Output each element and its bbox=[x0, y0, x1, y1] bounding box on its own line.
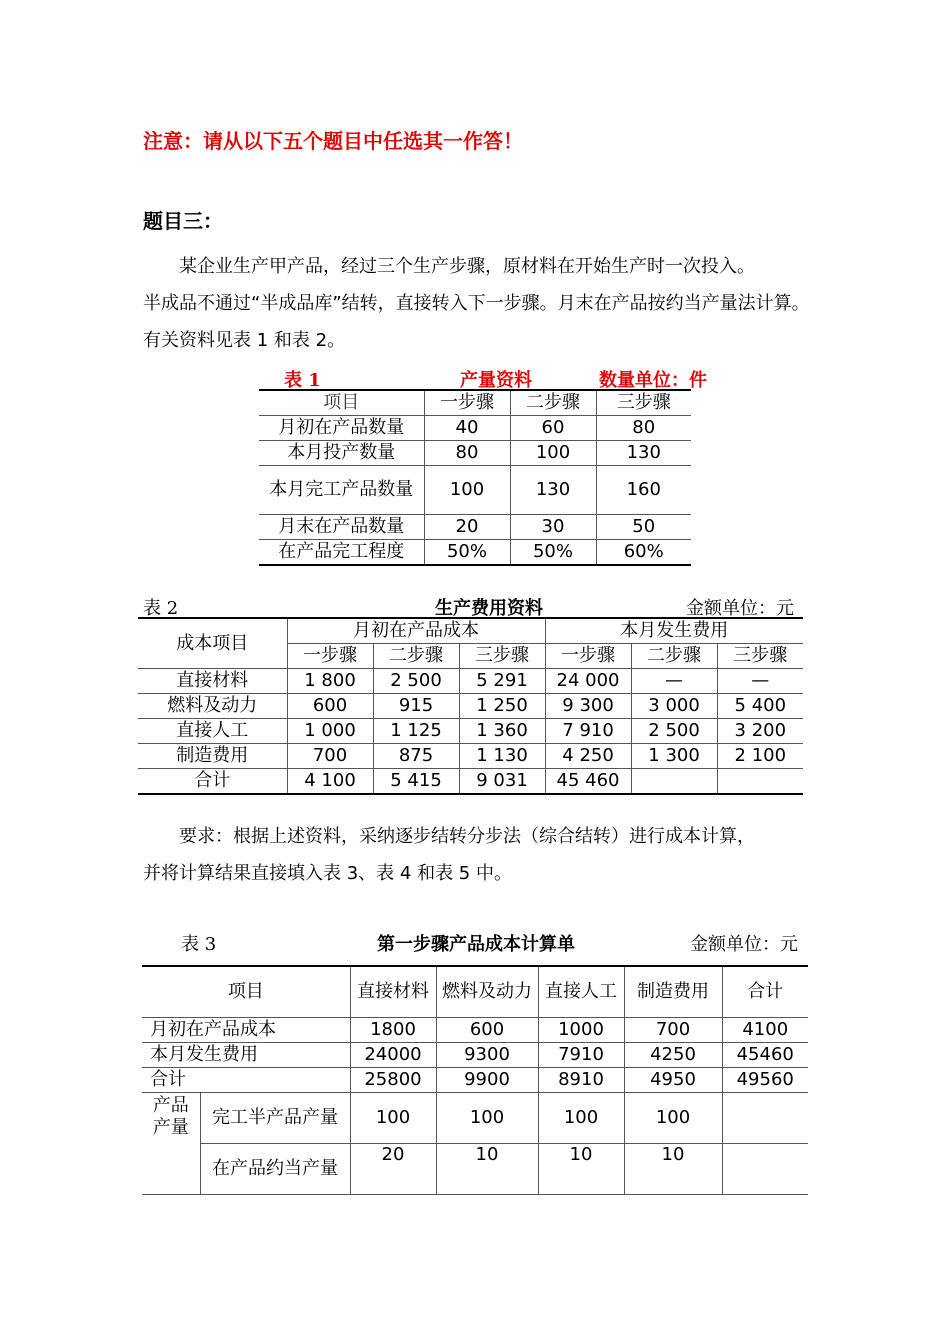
requirement-line: 并将计算结果直接填入表 3、表 4 和表 5 中。 bbox=[143, 863, 512, 884]
table-row bbox=[259, 540, 691, 566]
table-cell: 制造费用 bbox=[138, 744, 287, 769]
table-cell: 本月发生费用 bbox=[142, 1043, 350, 1068]
table-row bbox=[142, 1144, 808, 1195]
table-cell: 燃料及动力 bbox=[138, 694, 287, 719]
table-cell: 4100 bbox=[722, 1018, 808, 1043]
table-cell: 24000 bbox=[350, 1043, 436, 1068]
table-header: 一步骤 bbox=[545, 644, 631, 669]
table-header: 项目 bbox=[323, 392, 360, 413]
table-cell: 45 460 bbox=[545, 769, 631, 795]
table-cell: 4950 bbox=[624, 1068, 722, 1093]
table-row bbox=[259, 515, 691, 540]
table-cell: 8910 bbox=[538, 1068, 624, 1093]
table-cell: — bbox=[631, 669, 717, 694]
table-cell bbox=[717, 769, 803, 795]
table-cell: 9300 bbox=[436, 1043, 538, 1068]
table-cell: 4 100 bbox=[287, 769, 373, 795]
table-cell: 完工半产品产量 bbox=[200, 1093, 350, 1144]
table-group-header: 本月发生费用 bbox=[545, 618, 803, 644]
table-cell: 10 bbox=[538, 1144, 624, 1195]
notice: 注意：请从以下五个题目中任选其一作答！ bbox=[143, 129, 523, 153]
table-cell: 700 bbox=[624, 1018, 722, 1043]
table-cell: 直接人工 bbox=[138, 719, 287, 744]
table3-label: 表 3 bbox=[181, 934, 217, 955]
table-cell: 700 bbox=[287, 744, 373, 769]
table-row bbox=[138, 669, 803, 694]
production-quantity-table bbox=[259, 389, 691, 566]
table-cell: 100 bbox=[624, 1093, 722, 1144]
table-row bbox=[138, 694, 803, 719]
table-row bbox=[142, 1093, 808, 1144]
table-cell: 49560 bbox=[722, 1068, 808, 1093]
table-header: 二步骤 bbox=[631, 644, 717, 669]
table-cell: 130 bbox=[596, 441, 691, 466]
table-cell: 100 bbox=[424, 466, 510, 515]
table-cell: 40 bbox=[424, 416, 510, 441]
table-header: 三步骤 bbox=[459, 644, 545, 669]
table-cell: 3 000 bbox=[631, 694, 717, 719]
table-cell: 7 910 bbox=[545, 719, 631, 744]
table-cell: 9 300 bbox=[545, 694, 631, 719]
table-cell: 在产品约当产量 bbox=[200, 1144, 350, 1195]
table-cell: 4250 bbox=[624, 1043, 722, 1068]
table-cell bbox=[631, 769, 717, 795]
table1-label: 表 1 bbox=[284, 370, 321, 391]
table-cell: 1 130 bbox=[459, 744, 545, 769]
table-row bbox=[142, 1068, 808, 1093]
table-header: 一步骤 bbox=[424, 390, 510, 416]
table-header: 一步骤 bbox=[287, 644, 373, 669]
table-cell: 1 250 bbox=[459, 694, 545, 719]
table-cell: 1 800 bbox=[287, 669, 373, 694]
table-cell: 1 125 bbox=[373, 719, 459, 744]
requirement-line: 要求：根据上述资料，采纳逐步结转分步法（综合结转）进行成本计算， bbox=[179, 826, 755, 847]
table-cell: 100 bbox=[510, 441, 596, 466]
table-cell: 9900 bbox=[436, 1068, 538, 1093]
table-cell: 月初在产品成本 bbox=[142, 1018, 350, 1043]
table-cell: 1 000 bbox=[287, 719, 373, 744]
table-cell: 9 031 bbox=[459, 769, 545, 795]
table-cell: 2 500 bbox=[373, 669, 459, 694]
table-cell: 本月投产数量 bbox=[259, 441, 424, 466]
table3-title: 第一步骤产品成本计算单 bbox=[377, 934, 575, 955]
table-group-label: 产品产量 bbox=[142, 1093, 200, 1195]
intro-paragraph bbox=[143, 248, 813, 359]
table-cell: 25800 bbox=[350, 1068, 436, 1093]
table-group-header: 月初在产品成本 bbox=[287, 618, 545, 644]
table-cell: 20 bbox=[424, 515, 510, 540]
table-cell: 45460 bbox=[722, 1043, 808, 1068]
question-heading: 题目三： bbox=[143, 209, 223, 233]
table-cell: 60 bbox=[510, 416, 596, 441]
table-cell: 915 bbox=[373, 694, 459, 719]
table2-unit: 金额单位：元 bbox=[686, 598, 794, 619]
table-cell: 160 bbox=[596, 466, 691, 515]
table-cell: 10 bbox=[436, 1144, 538, 1195]
table-header: 三步骤 bbox=[717, 644, 803, 669]
table-cell bbox=[722, 1093, 808, 1144]
table-cell: 30 bbox=[510, 515, 596, 540]
step1-cost-table bbox=[142, 965, 808, 1195]
table-cell: — bbox=[717, 669, 803, 694]
table-row bbox=[138, 719, 803, 744]
table-header-row bbox=[138, 618, 803, 644]
table-row bbox=[259, 466, 691, 515]
table-header: 制造费用 bbox=[624, 966, 722, 1018]
table-cell: 24 000 bbox=[545, 669, 631, 694]
table-cell: 3 200 bbox=[717, 719, 803, 744]
table-cell: 月末在产品数量 bbox=[259, 515, 424, 540]
table3-unit: 金额单位：元 bbox=[690, 934, 798, 955]
production-cost-table bbox=[138, 617, 803, 795]
table-header: 三步骤 bbox=[596, 390, 691, 416]
table-cell: 2 100 bbox=[717, 744, 803, 769]
table-cell: 7910 bbox=[538, 1043, 624, 1068]
table-cell: 100 bbox=[350, 1093, 436, 1144]
table-cell: 5 400 bbox=[717, 694, 803, 719]
table-header: 项目 bbox=[227, 981, 264, 1002]
table-cell: 50% bbox=[510, 540, 596, 566]
table-cell: 600 bbox=[287, 694, 373, 719]
table-cell: 80 bbox=[596, 416, 691, 441]
table-cell: 875 bbox=[373, 744, 459, 769]
table-cell: 1800 bbox=[350, 1018, 436, 1043]
table-cell: 600 bbox=[436, 1018, 538, 1043]
table-cell: 1 360 bbox=[459, 719, 545, 744]
table-cell: 5 415 bbox=[373, 769, 459, 795]
table-cell: 4 250 bbox=[545, 744, 631, 769]
table-header: 燃料及动力 bbox=[436, 966, 538, 1018]
table-row bbox=[259, 416, 691, 441]
table-row bbox=[142, 1018, 808, 1043]
table-row bbox=[142, 1043, 808, 1068]
table-row bbox=[259, 441, 691, 466]
table-cell: 月初在产品数量 bbox=[259, 416, 424, 441]
table2-label: 表 2 bbox=[143, 598, 179, 619]
intro-line: 某企业生产甲产品，经过三个生产步骤，原材料在开始生产时一次投入。 bbox=[179, 256, 755, 277]
table-header-row bbox=[142, 966, 808, 1018]
table-cell: 1000 bbox=[538, 1018, 624, 1043]
table-cell: 50 bbox=[596, 515, 691, 540]
table-row bbox=[138, 744, 803, 769]
table-header: 成本项目 bbox=[176, 632, 249, 654]
table-cell: 本月完工产品数量 bbox=[259, 466, 424, 515]
table-header: 二步骤 bbox=[510, 390, 596, 416]
table-cell: 1 300 bbox=[631, 744, 717, 769]
table-cell: 10 bbox=[624, 1144, 722, 1195]
table-cell: 50% bbox=[424, 540, 510, 566]
table-cell: 合计 bbox=[138, 769, 287, 795]
intro-line: 半成品不通过“半成品库”结转，直接转入下一步骤。月末在产品按约当产量法计算。有关资料见表 1 和表 2。 bbox=[143, 293, 810, 351]
table-cell: 60% bbox=[596, 540, 691, 566]
table-header-row bbox=[259, 390, 691, 416]
table1-unit: 数量单位：件 bbox=[599, 370, 707, 391]
table-total-row bbox=[138, 769, 803, 795]
table-cell: 5 291 bbox=[459, 669, 545, 694]
table-header: 合计 bbox=[722, 966, 808, 1018]
table-header: 直接人工 bbox=[538, 966, 624, 1018]
table-cell: 在产品完工程度 bbox=[259, 540, 424, 566]
table-cell: 2 500 bbox=[631, 719, 717, 744]
table-cell: 130 bbox=[510, 466, 596, 515]
table-header: 直接材料 bbox=[350, 966, 436, 1018]
table-cell bbox=[722, 1144, 808, 1195]
table1-title: 产量资料 bbox=[460, 370, 532, 391]
table-header: 二步骤 bbox=[373, 644, 459, 669]
table-cell: 合计 bbox=[142, 1068, 350, 1093]
table2-title: 生产费用资料 bbox=[435, 598, 543, 619]
requirement-paragraph bbox=[143, 818, 813, 892]
table-cell: 100 bbox=[436, 1093, 538, 1144]
table-cell: 20 bbox=[350, 1144, 436, 1195]
table-cell: 80 bbox=[424, 441, 510, 466]
table-cell: 100 bbox=[538, 1093, 624, 1144]
table-cell: 直接材料 bbox=[138, 669, 287, 694]
